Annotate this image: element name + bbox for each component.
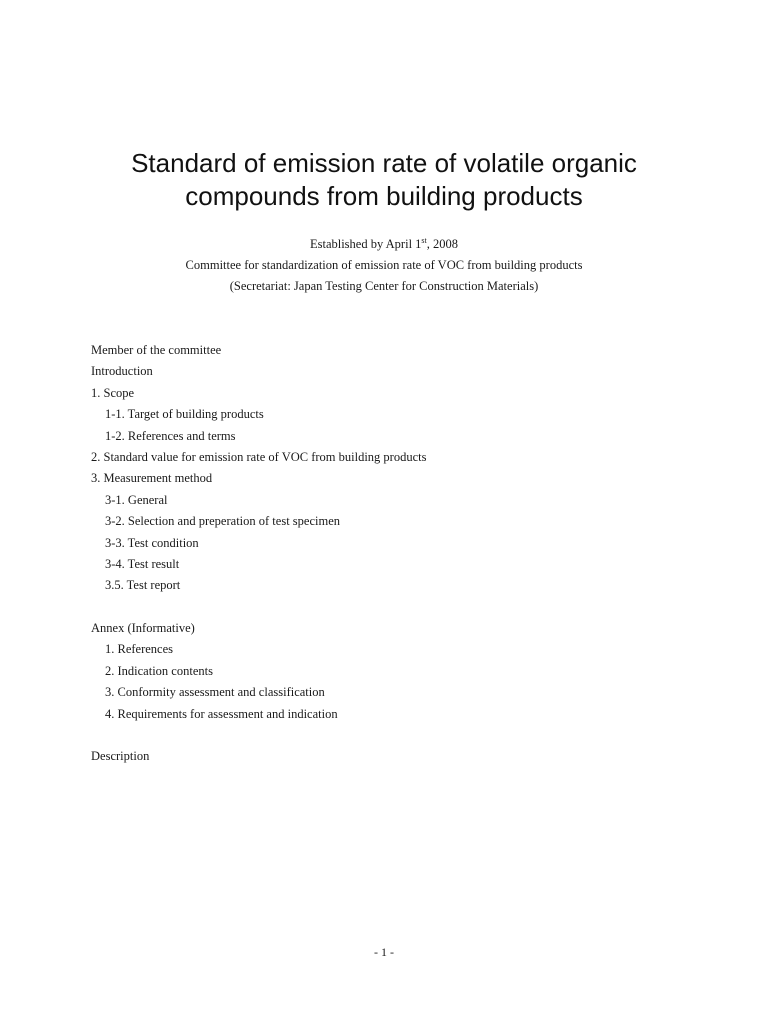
toc-annex-3: 3. Conformity assessment and classification: [105, 685, 325, 700]
toc-member: Member of the committee: [91, 343, 222, 357]
toc-measurement-1: 3-1. General: [105, 492, 168, 507]
established-date: [0, 234, 768, 255]
toc-scope-1: 1-1. Target of building products: [105, 407, 264, 422]
established-suffix: , 2008: [426, 237, 459, 251]
toc-measurement-2: 3-2. Selection and preperation of test specimen: [105, 514, 340, 529]
toc-measurement: 3. Measurement method: [91, 471, 213, 486]
secretariat: (Secretariat: Japan Testing Center for Construction Materials): [229, 279, 539, 293]
title-line-2: compounds from building products: [185, 181, 583, 211]
document-meta: [0, 234, 768, 297]
title-line-1: Standard of emission rate of volatile organic: [131, 148, 637, 178]
toc-spacer: [91, 725, 426, 746]
established-prefix: Established by April 1: [309, 237, 422, 251]
toc-spacer: [91, 597, 426, 618]
toc-measurement-4: 3-4. Test result: [105, 556, 180, 571]
toc-introduction: Introduction: [91, 364, 153, 379]
toc-description: Description: [91, 749, 150, 764]
committee-name: Committee for standardization of emission rate of VOC from building products: [185, 258, 583, 272]
toc-annex-1: 1. References: [105, 642, 174, 657]
table-of-contents: [91, 340, 426, 768]
toc-scope: 1. Scope: [91, 385, 135, 400]
page-number: - 1 -: [374, 945, 394, 959]
toc-annex: Annex (Informative): [91, 621, 195, 636]
toc-annex-4: 4. Requirements for assessment and indication: [105, 706, 338, 721]
established-sup: st: [421, 236, 427, 245]
toc-standard-value: 2. Standard value for emission rate of VOC from building products: [91, 449, 427, 464]
toc-measurement-3: 3-3. Test condition: [105, 535, 199, 550]
toc-scope-2: 1-2. References and terms: [105, 428, 236, 443]
toc-measurement-5: 3.5. Test report: [105, 578, 181, 593]
toc-annex-2: 2. Indication contents: [105, 663, 213, 678]
document-title: [0, 147, 768, 213]
